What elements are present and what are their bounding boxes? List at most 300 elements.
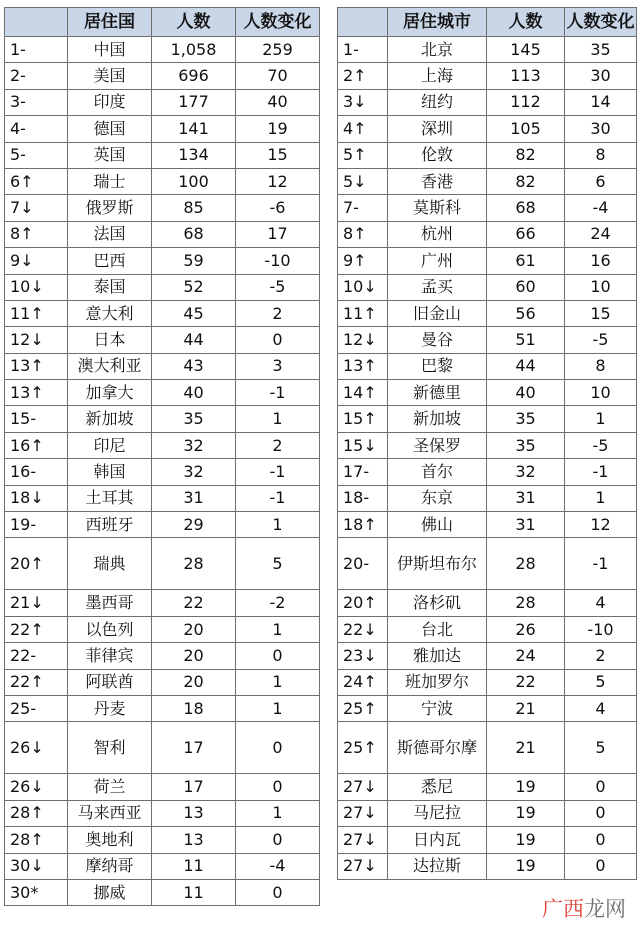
name-cell: 佛山 [388, 512, 487, 538]
rank-cell: 4- [5, 116, 68, 142]
table-row [338, 459, 637, 485]
name-cell: 莫斯科 [388, 195, 487, 221]
change-cell: -4 [565, 195, 637, 221]
change-cell: 16 [565, 248, 637, 274]
name-cell: 新加坡 [68, 406, 152, 432]
count-cell: 26 [487, 616, 565, 642]
rank-cell: 1- [338, 37, 388, 63]
rank-cell: 21↓ [5, 590, 68, 616]
change-cell: 70 [236, 63, 320, 89]
count-cell: 100 [152, 168, 236, 194]
change-cell: 12 [236, 168, 320, 194]
count-header: 人数 [487, 8, 565, 37]
name-cell: 马来西亚 [68, 800, 152, 826]
count-cell: 59 [152, 248, 236, 274]
name-cell: 伦敦 [388, 142, 487, 168]
table-row [5, 380, 320, 406]
name-cell: 英国 [68, 142, 152, 168]
rank-cell: 25↑ [338, 722, 388, 774]
change-cell: 12 [565, 512, 637, 538]
name-cell: 班加罗尔 [388, 669, 487, 695]
count-cell: 31 [487, 485, 565, 511]
rank-cell: 27↓ [338, 827, 388, 853]
count-cell: 134 [152, 142, 236, 168]
rank-cell: 16↑ [5, 432, 68, 458]
count-cell: 31 [487, 512, 565, 538]
name-cell: 瑞典 [68, 538, 152, 590]
name-cell: 新加坡 [388, 406, 487, 432]
count-cell: 21 [487, 722, 565, 774]
count-cell: 112 [487, 89, 565, 115]
table-row [338, 89, 637, 115]
rank-cell: 30* [5, 879, 68, 905]
table-row [5, 168, 320, 194]
name-cell: 纽约 [388, 89, 487, 115]
table-row [338, 248, 637, 274]
table-row [338, 195, 637, 221]
table-row [5, 616, 320, 642]
rank-cell: 2↑ [338, 63, 388, 89]
name-cell: 悉尼 [388, 774, 487, 800]
table-row [338, 37, 637, 63]
change-cell: 1 [236, 512, 320, 538]
count-cell: 35 [487, 406, 565, 432]
change-cell: -1 [236, 485, 320, 511]
rank-cell: 2- [5, 63, 68, 89]
name-cell: 智利 [68, 722, 152, 774]
table-row [338, 353, 637, 379]
count-cell: 40 [152, 380, 236, 406]
change-cell: -5 [565, 327, 637, 353]
count-cell: 141 [152, 116, 236, 142]
count-cell: 20 [152, 643, 236, 669]
name-cell: 东京 [388, 485, 487, 511]
count-cell: 22 [487, 669, 565, 695]
count-cell: 22 [152, 590, 236, 616]
count-cell: 11 [152, 853, 236, 879]
table-row [338, 63, 637, 89]
name-cell: 泰国 [68, 274, 152, 300]
count-cell: 32 [152, 432, 236, 458]
name-cell: 旧金山 [388, 300, 487, 326]
table-row [338, 168, 637, 194]
change-cell: 0 [236, 774, 320, 800]
change-cell: 30 [565, 63, 637, 89]
change-cell: 19 [236, 116, 320, 142]
rank-cell: 5↓ [338, 168, 388, 194]
count-cell: 17 [152, 774, 236, 800]
change-cell: 5 [236, 538, 320, 590]
table-row [5, 669, 320, 695]
name-cell: 首尔 [388, 459, 487, 485]
count-cell: 28 [152, 538, 236, 590]
table-row [338, 827, 637, 853]
change-cell: -1 [565, 459, 637, 485]
table-row [338, 116, 637, 142]
change-cell: 1 [236, 406, 320, 432]
change-cell: -10 [565, 616, 637, 642]
name-cell: 斯德哥尔摩 [388, 722, 487, 774]
name-cell: 以色列 [68, 616, 152, 642]
table-row [338, 853, 637, 879]
change-cell: 1 [236, 669, 320, 695]
count-cell: 177 [152, 89, 236, 115]
table-row [338, 643, 637, 669]
change-cell: 1 [565, 406, 637, 432]
rank-header [338, 8, 388, 37]
change-cell: 0 [565, 774, 637, 800]
rank-cell: 28↑ [5, 827, 68, 853]
change-cell: 15 [236, 142, 320, 168]
count-cell: 82 [487, 168, 565, 194]
name-cell: 北京 [388, 37, 487, 63]
rank-cell: 20- [338, 538, 388, 590]
change-cell: 6 [565, 168, 637, 194]
count-cell: 28 [487, 538, 565, 590]
change-cell: 40 [236, 89, 320, 115]
count-cell: 82 [487, 142, 565, 168]
name-cell: 墨西哥 [68, 590, 152, 616]
name-cell: 荷兰 [68, 774, 152, 800]
count-cell: 43 [152, 353, 236, 379]
rank-cell: 26↓ [5, 722, 68, 774]
rank-cell: 15↑ [338, 406, 388, 432]
table-row [338, 221, 637, 247]
table-row [5, 195, 320, 221]
count-cell: 52 [152, 274, 236, 300]
table-row [338, 485, 637, 511]
watermark-text-red: 广西 [542, 897, 584, 921]
table-row [5, 459, 320, 485]
count-cell: 19 [487, 800, 565, 826]
rank-cell: 7- [338, 195, 388, 221]
table-row [5, 800, 320, 826]
name-cell: 孟买 [388, 274, 487, 300]
table-header-row [338, 8, 637, 37]
name-cell: 马尼拉 [388, 800, 487, 826]
change-cell: 4 [565, 590, 637, 616]
table-row [5, 37, 320, 63]
rank-cell: 18- [338, 485, 388, 511]
change-cell: 259 [236, 37, 320, 63]
table-row [338, 300, 637, 326]
change-cell: 24 [565, 221, 637, 247]
name-cell: 巴黎 [388, 353, 487, 379]
name-cell: 洛杉矶 [388, 590, 487, 616]
table-row [5, 300, 320, 326]
change-cell: 1 [236, 616, 320, 642]
table-row [338, 274, 637, 300]
table-row [5, 353, 320, 379]
change-cell: -2 [236, 590, 320, 616]
table-row [5, 142, 320, 168]
rank-cell: 22- [5, 643, 68, 669]
rank-cell: 25- [5, 695, 68, 721]
change-cell: 0 [565, 800, 637, 826]
count-cell: 68 [487, 195, 565, 221]
count-cell: 17 [152, 722, 236, 774]
rank-cell: 16- [5, 459, 68, 485]
rank-cell: 9↑ [338, 248, 388, 274]
count-cell: 51 [487, 327, 565, 353]
change-cell: 3 [236, 353, 320, 379]
name-cell: 伊斯坦布尔 [388, 538, 487, 590]
count-cell: 20 [152, 669, 236, 695]
table-row [5, 827, 320, 853]
table-row [338, 722, 637, 774]
name-cell: 阿联酋 [68, 669, 152, 695]
change-cell: 0 [236, 643, 320, 669]
rank-cell: 3- [5, 89, 68, 115]
change-header: 人数变化 [565, 8, 637, 37]
change-cell: 14 [565, 89, 637, 115]
rank-cell: 15- [5, 406, 68, 432]
count-cell: 13 [152, 827, 236, 853]
change-cell: -6 [236, 195, 320, 221]
rank-cell: 27↓ [338, 774, 388, 800]
rank-cell: 9↓ [5, 248, 68, 274]
count-cell: 85 [152, 195, 236, 221]
rank-cell: 20↑ [5, 538, 68, 590]
table-row [5, 643, 320, 669]
table-row [5, 485, 320, 511]
count-cell: 44 [152, 327, 236, 353]
count-cell: 19 [487, 774, 565, 800]
name-cell: 圣保罗 [388, 432, 487, 458]
name-cell: 印尼 [68, 432, 152, 458]
change-cell: 35 [565, 37, 637, 63]
table-row [338, 512, 637, 538]
name-cell: 奥地利 [68, 827, 152, 853]
table-row [5, 248, 320, 274]
change-cell: -5 [565, 432, 637, 458]
count-cell: 68 [152, 221, 236, 247]
table-row [338, 774, 637, 800]
table-row [5, 722, 320, 774]
rank-cell: 13↑ [5, 353, 68, 379]
count-cell: 28 [487, 590, 565, 616]
rank-cell: 25↑ [338, 695, 388, 721]
count-cell: 60 [487, 274, 565, 300]
name-cell: 曼谷 [388, 327, 487, 353]
rank-cell: 4↑ [338, 116, 388, 142]
name-cell: 摩纳哥 [68, 853, 152, 879]
name-cell: 土耳其 [68, 485, 152, 511]
table-row [338, 538, 637, 590]
table-row [338, 327, 637, 353]
table-row [5, 590, 320, 616]
table-row [338, 432, 637, 458]
rank-cell: 27↓ [338, 853, 388, 879]
table-row [338, 380, 637, 406]
change-cell: -1 [565, 538, 637, 590]
rank-header [5, 8, 68, 37]
change-cell: 5 [565, 722, 637, 774]
name-cell: 广州 [388, 248, 487, 274]
name-cell: 日内瓦 [388, 827, 487, 853]
change-cell: 1 [565, 485, 637, 511]
count-cell: 13 [152, 800, 236, 826]
count-cell: 18 [152, 695, 236, 721]
count-cell: 24 [487, 643, 565, 669]
rank-cell: 10↓ [5, 274, 68, 300]
name-cell: 西班牙 [68, 512, 152, 538]
table-row [338, 800, 637, 826]
name-cell: 德国 [68, 116, 152, 142]
name-cell: 瑞士 [68, 168, 152, 194]
name-cell: 深圳 [388, 116, 487, 142]
rank-cell: 26↓ [5, 774, 68, 800]
change-cell: 2 [565, 643, 637, 669]
table-row [5, 774, 320, 800]
table-row [5, 406, 320, 432]
rank-cell: 5- [5, 142, 68, 168]
table-row [338, 590, 637, 616]
change-cell: 0 [565, 827, 637, 853]
name-cell: 杭州 [388, 221, 487, 247]
rank-cell: 18↑ [338, 512, 388, 538]
change-cell: 5 [565, 669, 637, 695]
table-row [338, 142, 637, 168]
table-row [5, 327, 320, 353]
count-cell: 31 [152, 485, 236, 511]
count-cell: 32 [487, 459, 565, 485]
count-cell: 19 [487, 827, 565, 853]
rank-cell: 22↑ [5, 616, 68, 642]
change-cell: 2 [236, 432, 320, 458]
city-ranking-table [337, 7, 637, 880]
table-row [5, 432, 320, 458]
rank-cell: 6↑ [5, 168, 68, 194]
name-cell: 澳大利亚 [68, 353, 152, 379]
watermark-logo [542, 893, 626, 923]
table-row [5, 695, 320, 721]
rank-cell: 30↓ [5, 853, 68, 879]
count-cell: 35 [152, 406, 236, 432]
count-cell: 56 [487, 300, 565, 326]
rank-cell: 28↑ [5, 800, 68, 826]
change-cell: 0 [236, 327, 320, 353]
table-row [5, 89, 320, 115]
change-cell: 2 [236, 300, 320, 326]
rank-cell: 13↑ [338, 353, 388, 379]
country-header: 居住国 [68, 8, 152, 37]
count-cell: 66 [487, 221, 565, 247]
rank-cell: 22↓ [338, 616, 388, 642]
rank-cell: 3↓ [338, 89, 388, 115]
table-row [5, 512, 320, 538]
rank-cell: 20↑ [338, 590, 388, 616]
name-cell: 日本 [68, 327, 152, 353]
rank-cell: 24↑ [338, 669, 388, 695]
count-cell: 61 [487, 248, 565, 274]
change-header: 人数变化 [236, 8, 320, 37]
count-cell: 105 [487, 116, 565, 142]
rank-cell: 18↓ [5, 485, 68, 511]
count-cell: 145 [487, 37, 565, 63]
change-cell: 10 [565, 380, 637, 406]
rank-cell: 8↑ [5, 221, 68, 247]
table-header-row [5, 8, 320, 37]
rank-cell: 8↑ [338, 221, 388, 247]
name-cell: 宁波 [388, 695, 487, 721]
change-cell: 4 [565, 695, 637, 721]
change-cell: -4 [236, 853, 320, 879]
rank-cell: 14↑ [338, 380, 388, 406]
name-cell: 丹麦 [68, 695, 152, 721]
rank-cell: 13↑ [5, 380, 68, 406]
table-row [5, 879, 320, 905]
change-cell: 17 [236, 221, 320, 247]
rank-cell: 12↓ [338, 327, 388, 353]
rank-cell: 22↑ [5, 669, 68, 695]
table-row [5, 853, 320, 879]
rank-cell: 7↓ [5, 195, 68, 221]
count-cell: 113 [487, 63, 565, 89]
name-cell: 新德里 [388, 380, 487, 406]
count-cell: 40 [487, 380, 565, 406]
table-row [338, 616, 637, 642]
table-row [5, 221, 320, 247]
name-cell: 台北 [388, 616, 487, 642]
rank-cell: 1- [5, 37, 68, 63]
count-cell: 19 [487, 853, 565, 879]
table-row [5, 63, 320, 89]
name-cell: 巴西 [68, 248, 152, 274]
table-row [5, 274, 320, 300]
table-row [5, 116, 320, 142]
change-cell: 1 [236, 695, 320, 721]
change-cell: 30 [565, 116, 637, 142]
country-ranking-table [4, 7, 320, 906]
rank-cell: 12↓ [5, 327, 68, 353]
count-cell: 45 [152, 300, 236, 326]
name-cell: 香港 [388, 168, 487, 194]
name-cell: 中国 [68, 37, 152, 63]
rank-cell: 15↓ [338, 432, 388, 458]
rank-cell: 5↑ [338, 142, 388, 168]
name-cell: 法国 [68, 221, 152, 247]
rank-cell: 27↓ [338, 800, 388, 826]
count-cell: 696 [152, 63, 236, 89]
name-cell: 印度 [68, 89, 152, 115]
count-cell: 32 [152, 459, 236, 485]
change-cell: 10 [565, 274, 637, 300]
rank-cell: 11↑ [5, 300, 68, 326]
table-row [338, 406, 637, 432]
count-cell: 44 [487, 353, 565, 379]
rank-cell: 17- [338, 459, 388, 485]
name-cell: 上海 [388, 63, 487, 89]
change-cell: -10 [236, 248, 320, 274]
change-cell: 0 [236, 827, 320, 853]
name-cell: 俄罗斯 [68, 195, 152, 221]
table-row [338, 695, 637, 721]
name-cell: 韩国 [68, 459, 152, 485]
table-row [5, 538, 320, 590]
rank-cell: 23↓ [338, 643, 388, 669]
name-cell: 菲律宾 [68, 643, 152, 669]
change-cell: 8 [565, 353, 637, 379]
count-header: 人数 [152, 8, 236, 37]
watermark-text-gray: 龙网 [584, 897, 626, 921]
city-header: 居住城市 [388, 8, 487, 37]
count-cell: 1,058 [152, 37, 236, 63]
count-cell: 35 [487, 432, 565, 458]
name-cell: 雅加达 [388, 643, 487, 669]
change-cell: 0 [565, 853, 637, 879]
count-cell: 20 [152, 616, 236, 642]
